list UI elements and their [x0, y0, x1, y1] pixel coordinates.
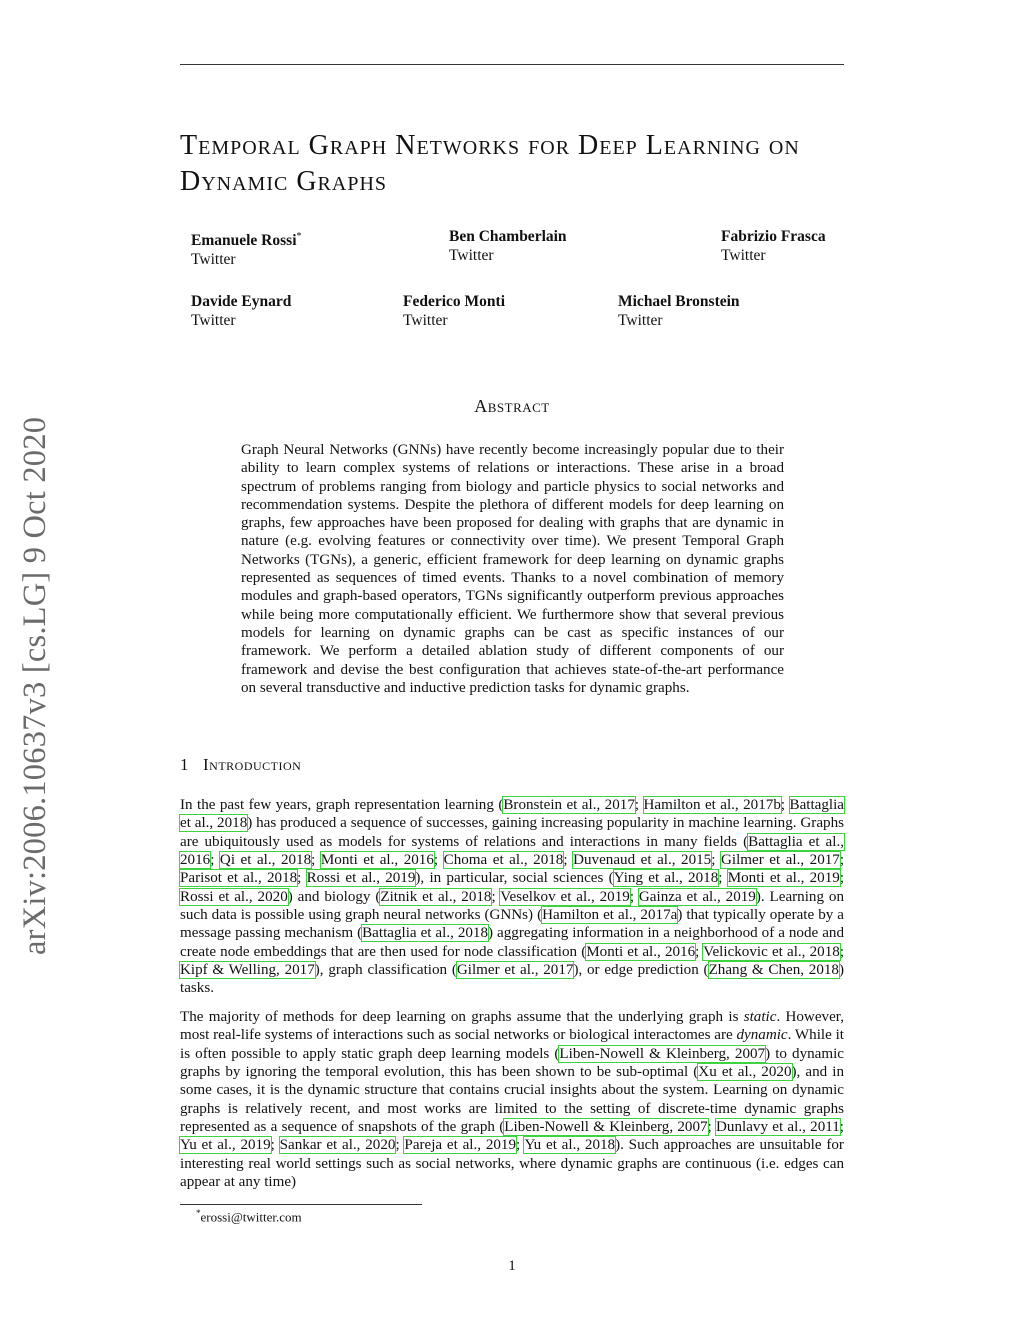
header-rule — [180, 64, 844, 65]
author-block — [403, 292, 505, 330]
citation-link[interactable]: Battaglia et al., 2018 — [362, 925, 489, 942]
author-block — [721, 227, 826, 265]
citation-link[interactable]: Liben-Nowell & Kleinberg, 2007 — [504, 1119, 708, 1136]
author-affiliation: Twitter — [403, 312, 448, 329]
emphasis-text: dynamic — [736, 1027, 788, 1044]
citation-link[interactable]: Monti et al., 2016 — [586, 943, 696, 960]
footnote-marker: * — [196, 1208, 201, 1218]
abstract-heading: Abstract — [474, 396, 550, 416]
author-name: Davide Eynard — [191, 293, 292, 310]
body-paragraph: In the past few years, graph representation learning (Bronstein et al., 2017; Hamilton et al., 2017b; Battaglia et al., 2018) has produced a sequence of successes, gaining increasing popularity in machine learning. Graphs are ubiquitously used as models for systems of relations and interactions in many fields (Battaglia et al., 2016; Qi et al., 2018; Monti et al., 2016; Choma et al., 2018; Duvenaud et al., 2015; Gilmer et al., 2017; Parisot et al., 2018; Rossi et al., 2019), in particular, social sciences (Ying et al., 2018; Monti et al., 2019; Rossi et al., 2020) and biology (Zitnik et al., 2018; Veselkov et al., 2019; Gainza et al., 2019). Learning on such data is possible using graph neural networks (GNNs) (Hamilton et al., 2017a) that typically operate by a message passing mechanism (Battaglia et al., 2018) aggregating information in a neighborhood of a node and create node embeddings that are then used for node classification (Monti et al., 2016; Velickovic et al., 2018; Kipf & Welling, 2017), graph classification (Gilmer et al., 2017), or edge prediction (Zhang & Chen, 2018) tasks. — [180, 797, 845, 997]
arxiv-identifier: arXiv:2006.10637v3 [cs.LG] 9 Oct 2020 — [17, 416, 53, 955]
body-paragraph: The majority of methods for deep learning on graphs assume that the underlying graph is static. However, most real-life systems of interactions such as social networks or biological interactomes are dynamic. While it is often possible to apply static graph deep learning models (Liben-Nowell & Kleinberg, 2007) to dynamic graphs by ignoring the temporal evolution, this has been shown to be sub-optimal (Xu et al., 2020), and in some cases, it is the dynamic structure that contains crucial insights about the system. Learning on dynamic graphs is relatively recent, and most works are limited to the setting of discrete-time dynamic graphs represented as a sequence of snapshots of the graph (Liben-Nowell & Kleinberg, 2007; Dunlavy et al., 2011; Yu et al., 2019; Sankar et al., 2020; Pareja et al., 2019; Yu et al., 2018). Such approaches are unsuitable for interesting real world settings such as social networks, where dynamic graphs are continuous (i.e. edges can appear at any time) — [180, 1009, 844, 1191]
citation-link[interactable]: Parisot et al., 2018 — [180, 870, 298, 887]
citation-link[interactable]: Ying et al., 2018 — [613, 870, 719, 887]
footnote-email: erossi@twitter.com — [200, 1209, 302, 1225]
footnote-rule — [180, 1204, 422, 1205]
citation-link[interactable]: Yu et al., 2019 — [180, 1137, 271, 1154]
author-name: Ben Chamberlain — [449, 228, 567, 245]
abstract-text: Graph Neural Networks (GNNs) have recently become increasingly popular due to their ability to learn complex systems of relations or interactions. These arise in a broad spectrum of problems ranging from biology and particle physics to social networks and recommendation systems. Despite the plethora of different models for deep learning on graphs, few approaches have been proposed for dealing with graphs that are dynamic in nature (e.g. evolving features or connectivity over time). We present Temporal Graph Networks (TGNs), a generic, efficient framework for deep learning on dynamic graphs represented as sequences of timed events. Thanks to a novel combination of memory modules and graph-based operators, TGNs significantly outperform previous approaches while being more computationally efficient. We furthermore show that several previous models for learning on dynamic graphs can be cast as specific instances of our framework. We perform a detailed ablation study of different components of our framework and devise the best configuration that achieves state-of-the-art performance on several transductive and inductive prediction tasks for dynamic graphs. — [241, 442, 784, 696]
footnote-marker: * — [296, 231, 302, 242]
citation-link[interactable]: Dunlavy et al., 2011 — [716, 1119, 840, 1136]
author-affiliation: Twitter — [618, 312, 663, 329]
citation-link[interactable]: Kipf & Welling, 2017 — [180, 962, 315, 979]
citation-link[interactable]: Pareja et al., 2019 — [404, 1137, 517, 1154]
section-number: 1 — [180, 755, 189, 774]
citation-link[interactable]: Choma et al., 2018 — [443, 852, 564, 869]
citation-link[interactable]: Monti et al., 2019 — [727, 870, 840, 887]
citation-link[interactable]: Bronstein et al., 2017 — [503, 797, 635, 813]
emphasis-text: static — [743, 1009, 777, 1025]
author-block — [449, 227, 567, 265]
page-number: 1 — [508, 1258, 516, 1274]
author-name: Michael Bronstein — [618, 293, 740, 310]
author-block — [618, 292, 740, 330]
citation-link[interactable]: Zitnik et al., 2018 — [380, 888, 492, 905]
citation-link[interactable]: Hamilton et al., 2017a — [542, 907, 678, 924]
author-name: Fabrizio Frasca — [721, 228, 826, 245]
paper-title: Temporal Graph Networks for Deep Learning on Dynamic Graphs — [180, 130, 800, 197]
citation-link[interactable]: Velickovic et al., 2018 — [703, 943, 840, 960]
citation-link[interactable]: Battaglia et al., 2018 — [180, 797, 844, 832]
citation-link[interactable]: Battaglia et al., 2016 — [180, 833, 844, 869]
citation-link[interactable]: Gainza et al., 2019 — [638, 888, 756, 905]
citation-link[interactable]: Monti et al., 2016 — [320, 852, 434, 869]
author-name: Emanuele Rossi* — [191, 231, 302, 250]
author-affiliation: Twitter — [449, 247, 494, 264]
author-block — [191, 292, 291, 330]
section-heading — [180, 755, 301, 775]
citation-link[interactable]: Xu et al., 2020 — [698, 1064, 792, 1081]
author-block — [191, 227, 302, 269]
citation-link[interactable]: Veselkov et al., 2019 — [500, 888, 630, 905]
author-name: Federico Monti — [403, 293, 506, 310]
citation-link[interactable]: Rossi et al., 2019 — [306, 870, 416, 887]
author-affiliation: Twitter — [191, 251, 236, 269]
citation-link[interactable]: Duvenaud et al., 2015 — [573, 852, 712, 869]
citation-link[interactable]: Sankar et al., 2020 — [279, 1137, 396, 1154]
author-affiliation: Twitter — [721, 247, 766, 264]
citation-link[interactable]: Zhang & Chen, 2018 — [708, 962, 839, 979]
citation-link[interactable]: Hamilton et al., 2017b — [643, 797, 781, 813]
author-affiliation: Twitter — [191, 312, 236, 329]
citation-link[interactable]: Gilmer et al., 2017 — [456, 962, 574, 979]
citation-link[interactable]: Qi et al., 2018 — [219, 852, 312, 869]
footnote — [196, 1208, 302, 1225]
citation-link[interactable]: Liben-Nowell & Kleinberg, 2007 — [559, 1045, 766, 1062]
section-title: Introduction — [203, 755, 302, 774]
citation-link[interactable]: Rossi et al., 2020 — [180, 888, 288, 905]
citation-link[interactable]: Yu et al., 2018 — [524, 1137, 616, 1154]
citation-link[interactable]: Gilmer et al., 2017 — [720, 852, 840, 869]
